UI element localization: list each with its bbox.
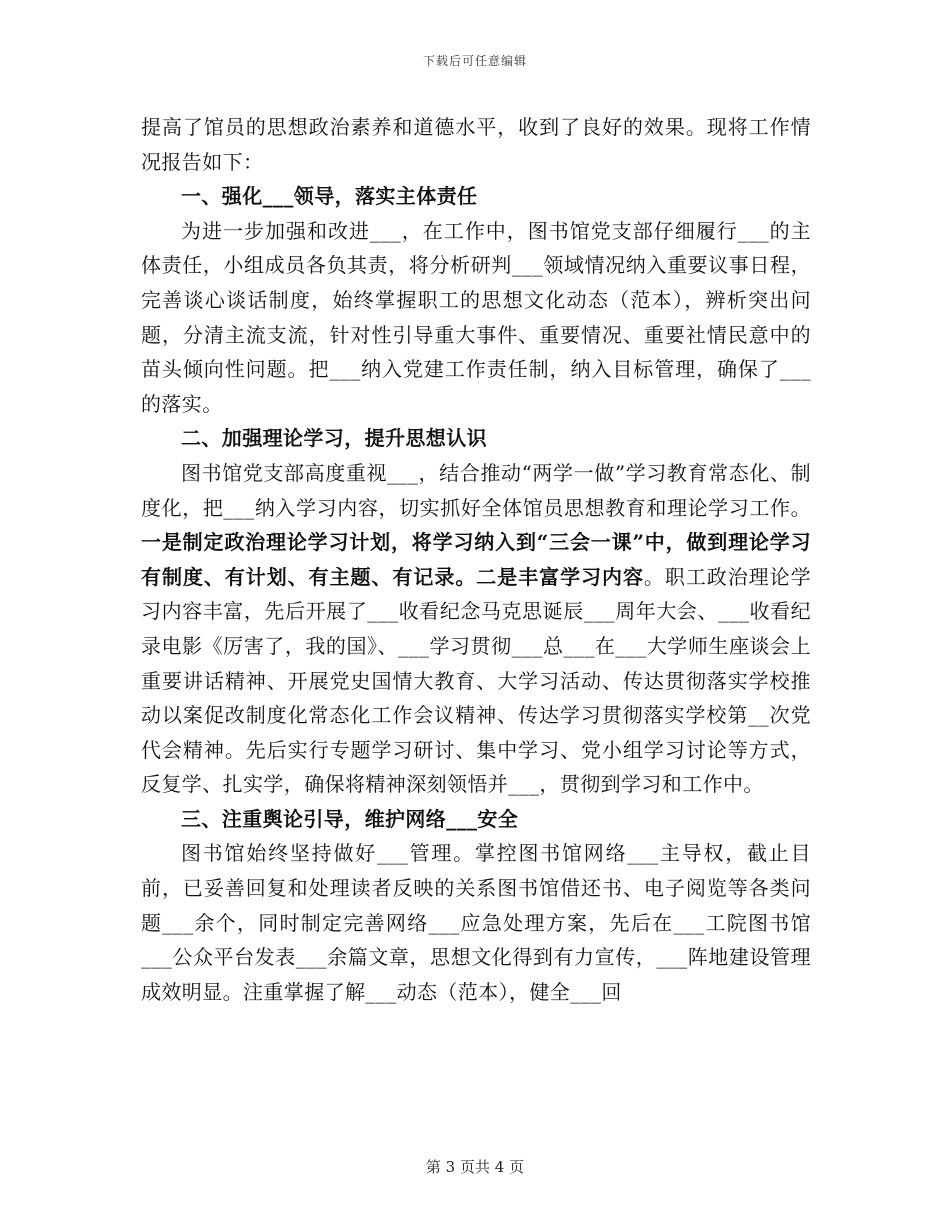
section-2-paragraph [141, 456, 811, 802]
section-2-text-rest: 。职工政治理论学习内容丰富，先后开展了___收看纪念马克思诞辰___周年大会、___收看纪录电影《厉害了，我的国》、___学习贯彻___总___在___大学师生座谈会上重要讲话精神、开展党史国情大教育、大学习活动、传达贯彻落实学校推动以案促改制度化常态化工作会议精神、传达学习贯彻落实学校第__次党代会精神。先后实行专题学习研讨、集中学习、党小组学习讨论等方式，反复学、扎实学，确保将精神深刻领悟并___，贯彻到学习和工作中。 [141, 564, 811, 797]
section-2-text-start: 图书馆党支部高度重视___，结合推动“两学一做”学习教育常态化、制度化，把___纳入学习内容，切实抓好全体馆员思想教育和理论学习工作。 [141, 460, 811, 520]
page-number: 第 3 页共 4 页 [425, 1158, 525, 1176]
intro-paragraph: 提高了馆员的思想政治素养和道德水平，收到了良好的效果。现将工作情况报告如下： [141, 115, 811, 174]
section-1-heading: 一、强化___领导，落实主体责任 [181, 184, 478, 209]
section-1-paragraph: 为进一步加强和改进___，在工作中，图书馆党支部仔细履行___的主体责任，小组成员各负其责，将分析研判___领域情况纳入重要议事日程，完善谈心谈话制度，始终掌握职工的思想文化动态（范本），辨析突出问题，分清主流支流，针对性引导重大事件、重要情况、重要社情民意中的苗头倾向性问题。把___纳入党建工作责任制，纳入目标管理，确保了___的落实。 [141, 218, 811, 416]
document-body [141, 110, 811, 1009]
section-2-heading: 二、加强理论学习，提升思想认识 [181, 426, 487, 451]
section-3-paragraph: 图书馆始终坚持做好___管理。掌控图书馆网络___主导权，截止目前，已妥善回复和处理读者反映的关系图书馆借还书、电子阅览等各类问题___余个，同时制定完善网络___应急处理方案，先后在___工院图书馆___公众平台发表___余篇文章，思想文化得到有力宣传，___阵地建设管理成效明显。注重掌握了解___动态（范本），健全___回 [141, 841, 811, 1004]
page-header-note: 下载后可任意编辑 [422, 54, 527, 68]
section-3-heading: 三、注重舆论引导，维护网络___安全 [181, 806, 519, 831]
section-2-bold-text: 一是制定政治理论学习计划，将学习纳入到“三会一课”中，做到理论学习有制度、有计划、有主题、有记录。二是丰富学习内容 [141, 530, 811, 589]
